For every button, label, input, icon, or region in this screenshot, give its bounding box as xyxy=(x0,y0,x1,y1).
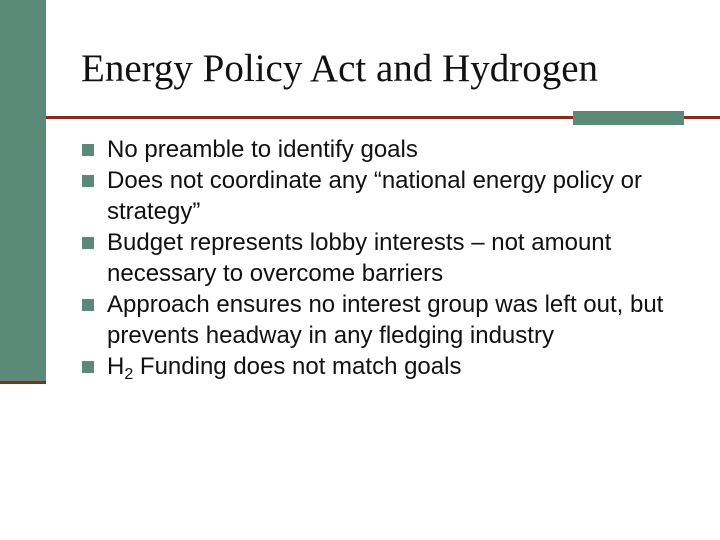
bullet-text: No preamble to identify goals xyxy=(107,136,418,163)
bullet-subscript: 2 xyxy=(124,366,134,383)
bullet-text-prefix: H xyxy=(107,353,125,380)
bullet-item xyxy=(80,227,700,289)
square-bullet-icon xyxy=(82,361,94,373)
square-bullet-icon xyxy=(82,237,94,249)
bullet-text-suffix: Funding does not match goals xyxy=(133,353,462,380)
title-divider-accent xyxy=(573,111,684,125)
square-bullet-icon xyxy=(82,144,94,156)
bullet-item xyxy=(80,351,700,382)
bullet-text: Budget represents lobby interests – not amount necessary to overcome barriers xyxy=(107,229,612,287)
bullet-text: Approach ensures no interest group was left out, but prevents headway in any fledging industry xyxy=(107,291,664,349)
slide-title: Energy Policy Act and Hydrogen xyxy=(81,47,599,90)
square-bullet-icon xyxy=(82,175,94,187)
square-bullet-icon xyxy=(82,299,94,311)
left-accent-bar xyxy=(0,0,46,381)
bullet-list xyxy=(80,134,700,382)
bullet-text: Does not coordinate any “national energy policy or strategy” xyxy=(107,167,642,225)
bullet-item xyxy=(80,165,700,227)
bullet-item xyxy=(80,289,700,351)
bullet-item xyxy=(80,134,700,165)
left-accent-rule xyxy=(0,381,46,384)
